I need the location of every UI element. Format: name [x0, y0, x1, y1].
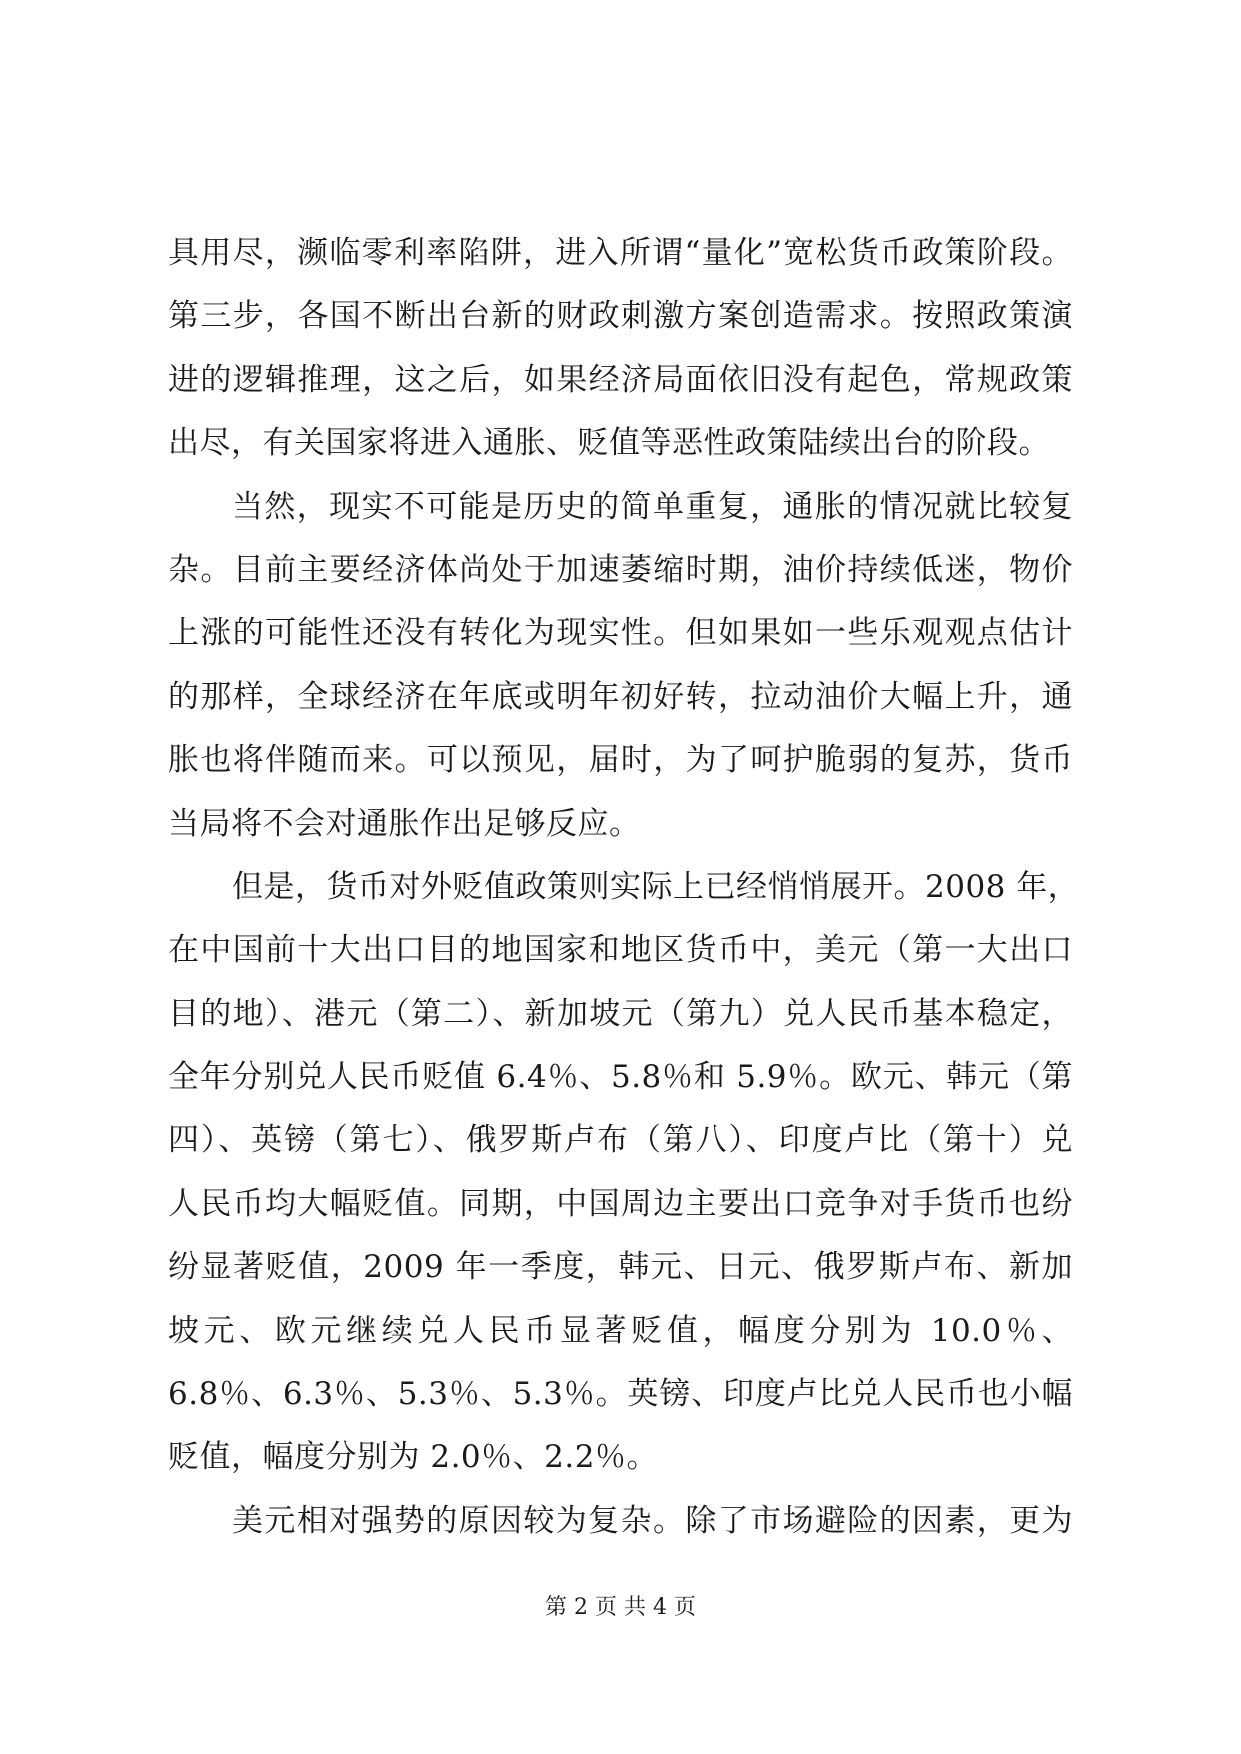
body-text: [168, 222, 1080, 1553]
text-line: 在中国前十大出口目的地国家和地区货币中，美元（第一大出口: [168, 932, 1073, 969]
text-line: 当局将不会对通胀作出足够反应。: [168, 805, 641, 842]
text-line: 具用尽，濒临零利率陷阱，进入所谓“量化”宽松货币政策阶段。: [168, 235, 1073, 271]
text-line: 四）、英镑（第七）、俄罗斯卢布（第八）、印度卢比（第十）兑: [168, 1122, 1073, 1159]
text-line: 第三步，各国不断出台新的财政刺激方案创造需求。按照政策演: [168, 298, 1073, 335]
text-line: 坡元、欧元继续兑人民币显著贬值，幅度分别为 10.0％、: [168, 1312, 1073, 1349]
text-line: 上涨的可能性还没有转化为现实性。但如果如一些乐观观点估计: [168, 615, 1073, 652]
text-line: 6.8％、6.3％、5.3％、5.3％。英镑、印度卢比兑人民币也小幅: [168, 1376, 1073, 1413]
text-line: 出尽，有关国家将进入通胀、贬值等恶性政策陆续出台的阶段。: [168, 425, 1050, 462]
text-line: 杂。目前主要经济体尚处于加速萎缩时期，油价持续低迷，物价: [168, 551, 1073, 588]
text-line: 纷显著贬值，2009 年一季度，韩元、日元、俄罗斯卢布、新加: [168, 1249, 1073, 1286]
text-line: 美元相对强势的原因较为复杂。除了市场避险的因素，更为: [232, 1502, 1073, 1539]
text-line: 全年分别兑人民币贬值 6.4％、5.8％和 5.9％。欧元、韩元（第: [168, 1059, 1073, 1096]
text-line: 贬值，幅度分别为 2.0％、2.2％。: [168, 1439, 658, 1476]
page-footer: 第 2 页 共 4 页: [545, 1595, 696, 1620]
text-line: 目的地）、港元（第二）、新加坡元（第九）兑人民币基本稳定，: [168, 995, 1073, 1032]
text-line: 胀也将伴随而来。可以预见，届时，为了呵护脆弱的复苏，货币: [168, 742, 1073, 779]
text-line: 的那样，全球经济在年底或明年初好转，拉动油价大幅上升，通: [168, 678, 1073, 715]
text-line: 进的逻辑推理，这之后，如果经济局面依旧没有起色，常规政策: [168, 361, 1073, 398]
text-line: 当然，现实不可能是历史的简单重复，通胀的情况就比较复: [232, 488, 1073, 525]
text-line: 但是，货币对外贬值政策则实际上已经悄悄展开。2008 年，: [232, 868, 1080, 905]
text-line: 人民币均大幅贬值。同期，中国周边主要出口竞争对手货币也纷: [168, 1185, 1073, 1222]
